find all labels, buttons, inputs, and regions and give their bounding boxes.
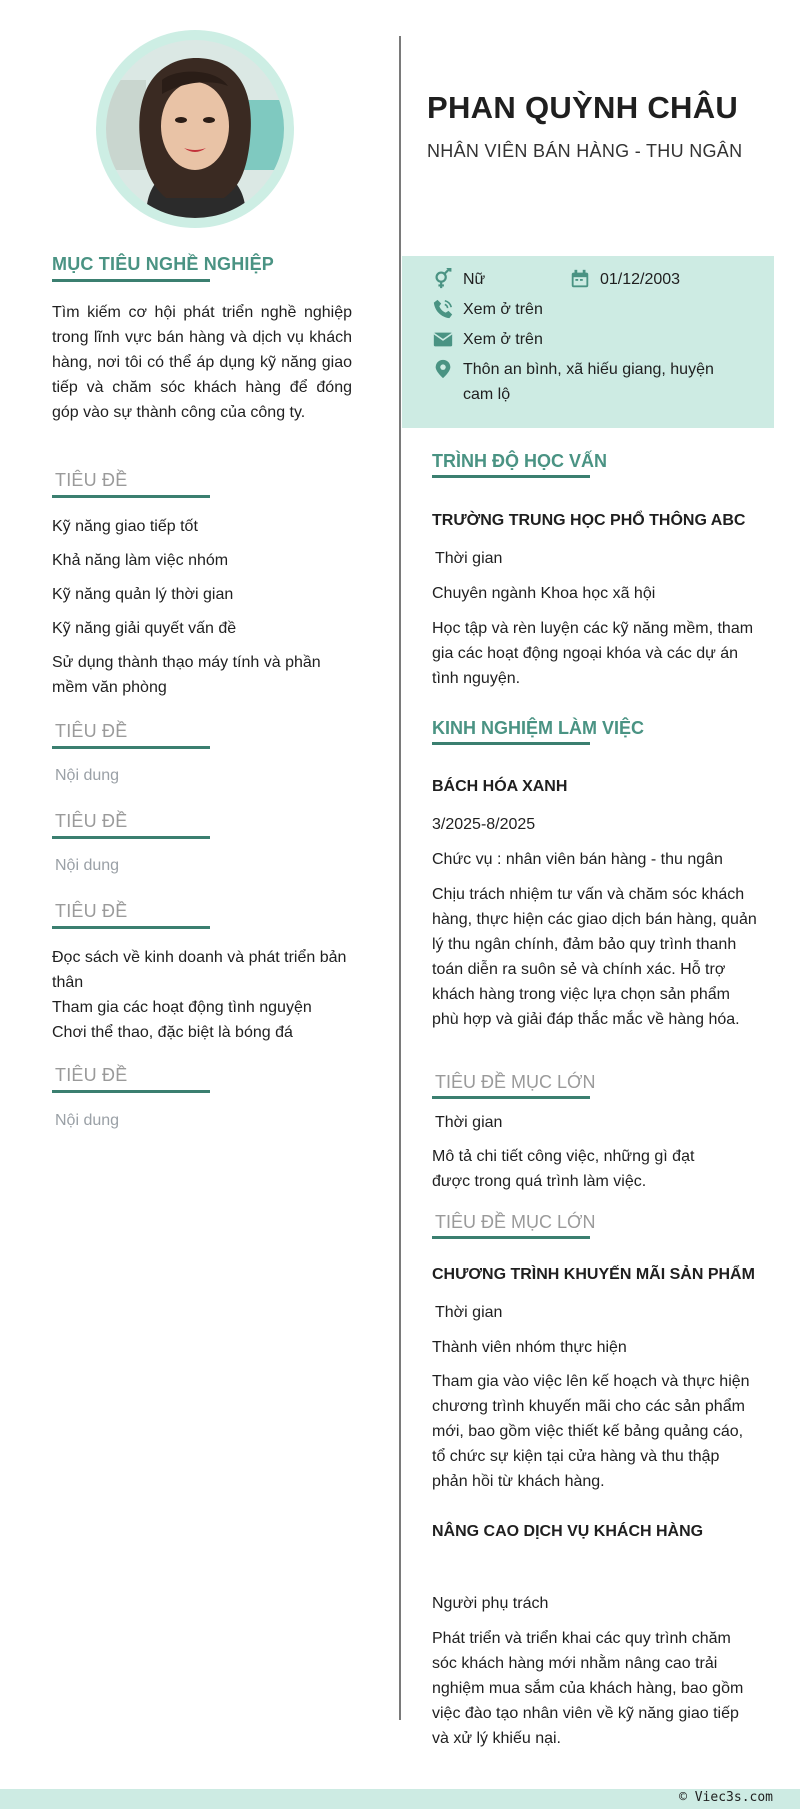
education-title: TRÌNH ĐỘ HỌC VẤN (432, 451, 607, 471)
footer-bar (0, 1789, 800, 1809)
email-value: Xem ở trên (463, 331, 543, 348)
placeholder-title: TIÊU ĐỀ MỤC LỚN (435, 1072, 596, 1092)
project2-desc: Phát triển và triển khai các quy trình chăm sóc khách hàng mới nhằm nâng cao trải nghiệm mua sắm của khách hàng, bao gồm việc đào tạo nhân viên về kỹ năng giao tiếp và xử lý khiếu nại. (432, 1630, 744, 1747)
list-item: Khả năng làm việc nhóm (52, 552, 229, 569)
section2-title: TIÊU ĐỀ (55, 721, 128, 741)
placeholder-time: Thời gian (435, 1114, 503, 1131)
skills-title-rule (52, 495, 210, 498)
list-item: Đọc sách về kinh doanh và phát triển bản thân (52, 949, 347, 991)
address-row (432, 357, 732, 407)
list-item: Kỹ năng quản lý thời gian (52, 586, 234, 603)
hobbies-title: TIÊU ĐỀ (55, 901, 128, 921)
phone-icon (432, 298, 454, 320)
phone-value: Xem ở trên (463, 301, 543, 318)
profile-photo (96, 30, 294, 228)
envelope-icon (432, 328, 454, 350)
objective-title-rule (52, 279, 210, 282)
education-major: Chuyên ngành Khoa học xã hội (432, 585, 656, 602)
section5-content: Nội dung (55, 1112, 120, 1129)
candidate-name: PHAN QUỲNH CHÂU (427, 90, 739, 125)
experience-title: KINH NGHIỆM LÀM VIỆC (432, 718, 645, 738)
list-item: Tham gia các hoạt động tình nguyện (52, 999, 312, 1016)
section5 (52, 1065, 210, 1093)
skills-title: TIÊU ĐỀ (55, 470, 128, 490)
hobbies-section (52, 901, 210, 929)
experience-company: BÁCH HÓA XANH (432, 778, 568, 795)
education-school: TRƯỜNG TRUNG HỌC PHỔ THÔNG ABC (432, 512, 746, 529)
experience-position: Chức vụ : nhân viên bán hàng - thu ngân (432, 851, 723, 868)
experience-period: 3/2025-8/2025 (432, 816, 536, 833)
contact-info-panel (402, 256, 774, 428)
job-title: NHÂN VIÊN BÁN HÀNG - THU NGÂN (427, 141, 743, 161)
list-item: Kỹ năng giải quyết vấn đề (52, 620, 237, 637)
dob-value: 01/12/2003 (600, 271, 681, 288)
section3-title-rule (52, 836, 210, 839)
education-time: Thời gian (435, 550, 503, 567)
list-item: Sử dụng thành thạo máy tính và phần mềm văn phòng (52, 654, 321, 696)
footer-credit: © Viec3s.com (679, 1790, 773, 1805)
section2 (52, 721, 210, 749)
calendar-icon (569, 268, 591, 290)
project2-role: Người phụ trách (432, 1595, 549, 1612)
skills-list (52, 514, 352, 700)
section2-content: Nội dung (55, 767, 120, 784)
dob-row (569, 267, 680, 292)
hobbies-list (52, 945, 352, 1045)
experience-title-rule (432, 742, 590, 745)
column-divider (399, 36, 401, 1720)
gender-icon (432, 268, 454, 290)
project2-name: NÂNG CAO DỊCH VỤ KHÁCH HÀNG (432, 1523, 704, 1540)
section3-content: Nội dung (55, 857, 120, 874)
hobbies-title-rule (52, 926, 210, 929)
list-item: Chơi thể thao, đặc biệt là bóng đá (52, 1024, 293, 1041)
skills-section (52, 470, 210, 498)
email-row (432, 327, 543, 352)
profile-portrait-image (106, 40, 284, 218)
education-desc: Học tập và rèn luyện các kỹ năng mềm, tham gia các hoạt động ngoại khóa và các dự án tình nguyện. (432, 620, 754, 687)
section2-title-rule (52, 746, 210, 749)
map-pin-icon (432, 358, 454, 380)
projects-title-rule (432, 1236, 590, 1239)
section5-title-rule (52, 1090, 210, 1093)
education-title-rule (432, 475, 590, 478)
experience-desc: Chịu trách nhiệm tư vấn và chăm sóc khách hàng, thực hiện các giao dịch bán hàng, quản lý thu ngân chính, đảm bảo quy trình thanh toán diễn ra suôn sẻ và chính xác. Hỗ trợ khách hàng trong việc lựa chọn sản phẩm phù hợp và giải đáp thắc mắc về hàng hóa. (432, 886, 757, 1028)
section3-title: TIÊU ĐỀ (55, 811, 128, 831)
section5-title: TIÊU ĐỀ (55, 1065, 128, 1085)
project1-desc: Tham gia vào việc lên kế hoạch và thực hiện chương trình khuyến mãi cho các sản phẩm mới, bao gồm việc thiết kế bảng quảng cáo, tổ chức sự kiện tại cửa hàng và thu thập phản hồi từ khách hàng. (432, 1373, 750, 1490)
objective-text: Tìm kiếm cơ hội phát triển nghề nghiệp trong lĩnh vực bán hàng và dịch vụ khách hàng, nơi tôi có thể áp dụng kỹ năng giao tiếp và chăm sóc khách hàng để đóng góp vào sự thành công của công ty. (52, 304, 352, 421)
project1-role: Thành viên nhóm thực hiện (432, 1339, 627, 1356)
objective-section (52, 254, 274, 282)
projects-title: TIÊU ĐỀ MỤC LỚN (435, 1212, 596, 1232)
list-item: Kỹ năng giao tiếp tốt (52, 518, 198, 535)
gender-value: Nữ (463, 271, 486, 288)
placeholder-desc: Mô tả chi tiết công việc, những gì đạt được trong quá trình làm việc. (432, 1148, 695, 1190)
phone-row (432, 297, 543, 322)
gender-row (432, 267, 485, 292)
placeholder-title-rule (432, 1096, 590, 1099)
objective-title: MỤC TIÊU NGHỀ NGHIỆP (52, 254, 275, 274)
address-value: Thôn an bình, xã hiếu giang, huyện cam lộ (463, 361, 714, 403)
project1-name: CHƯƠNG TRÌNH KHUYẾN MÃI SẢN PHẨM (432, 1266, 755, 1283)
section3 (52, 811, 210, 839)
project1-time: Thời gian (435, 1304, 503, 1321)
